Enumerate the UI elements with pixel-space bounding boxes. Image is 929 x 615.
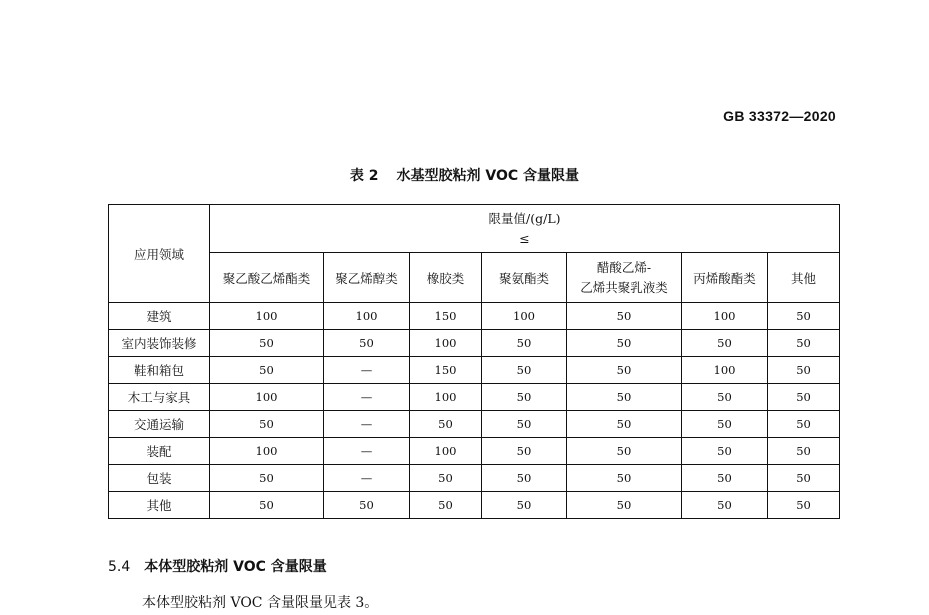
table-cell: — xyxy=(324,438,410,465)
table-cell: 50 xyxy=(682,465,768,492)
table-cell: — xyxy=(324,357,410,384)
table-cell: 50 xyxy=(210,330,324,357)
table-cell: 50 xyxy=(567,303,682,330)
table-cell: 100 xyxy=(482,303,567,330)
table-row xyxy=(109,303,840,330)
table-cell: — xyxy=(324,411,410,438)
column-header: 丙烯酸酯类 xyxy=(682,253,768,303)
table-cell: 50 xyxy=(567,438,682,465)
table-caption xyxy=(0,165,929,185)
table-cell: 50 xyxy=(482,438,567,465)
table-cell: 50 xyxy=(482,411,567,438)
table-cell: 50 xyxy=(482,465,567,492)
table-cell: 100 xyxy=(210,384,324,411)
table-cell: 100 xyxy=(210,438,324,465)
row-label: 装配 xyxy=(109,438,210,465)
column-header-two-line xyxy=(567,253,682,303)
table-cell: 50 xyxy=(682,492,768,519)
table-header-row xyxy=(109,205,840,253)
column-header: 聚氨酯类 xyxy=(482,253,567,303)
table-cell: — xyxy=(324,465,410,492)
column-header: 聚乙烯醇类 xyxy=(324,253,410,303)
column-header: 橡胶类 xyxy=(410,253,482,303)
table-cell: 50 xyxy=(410,465,482,492)
section-title: 本体型胶粘剂 VOC 含量限量 xyxy=(144,559,327,575)
section-heading xyxy=(108,556,327,576)
table-row xyxy=(109,492,840,519)
row-label: 交通运输 xyxy=(109,411,210,438)
table-cell: 100 xyxy=(210,303,324,330)
table-cell: 50 xyxy=(682,384,768,411)
table-cell: 50 xyxy=(768,303,840,330)
table-cell: 50 xyxy=(482,384,567,411)
row-label: 其他 xyxy=(109,492,210,519)
table-cell: 50 xyxy=(768,357,840,384)
row-label: 鞋和箱包 xyxy=(109,357,210,384)
table-cell: 100 xyxy=(410,384,482,411)
table-cell: 50 xyxy=(768,384,840,411)
table-subheader-row xyxy=(109,253,840,303)
table-cell: 50 xyxy=(482,330,567,357)
table-cell: 50 xyxy=(210,411,324,438)
table-row xyxy=(109,438,840,465)
table-caption-number: 表 2 xyxy=(349,168,379,184)
table-row xyxy=(109,411,840,438)
table-cell: 50 xyxy=(682,330,768,357)
table-row xyxy=(109,384,840,411)
table-cell: 50 xyxy=(567,411,682,438)
table-cell: 50 xyxy=(482,357,567,384)
standard-number: GB 33372—2020 xyxy=(723,108,836,124)
table-cell: 50 xyxy=(567,465,682,492)
table-cell: 50 xyxy=(768,330,840,357)
table-cell: 100 xyxy=(410,330,482,357)
table-cell: 50 xyxy=(567,384,682,411)
table-cell: 50 xyxy=(567,357,682,384)
table-cell: 150 xyxy=(410,357,482,384)
limit-header-label: 限量值/(g/L) xyxy=(488,210,561,226)
table-cell: 50 xyxy=(768,465,840,492)
column-header-line: 乙烯共聚乳液类 xyxy=(580,279,668,295)
table-cell: 150 xyxy=(410,303,482,330)
table-cell: 50 xyxy=(768,438,840,465)
table-cell: 50 xyxy=(768,492,840,519)
table-cell: 100 xyxy=(324,303,410,330)
limit-symbol: ≤ xyxy=(519,230,530,246)
table-cell: 100 xyxy=(682,303,768,330)
table-row xyxy=(109,465,840,492)
table-cell: 50 xyxy=(682,411,768,438)
table-row xyxy=(109,330,840,357)
table-cell: 50 xyxy=(210,465,324,492)
table-cell: 50 xyxy=(324,330,410,357)
table-body xyxy=(109,303,840,519)
section-number: 5.4 xyxy=(108,559,131,575)
table-cell: — xyxy=(324,384,410,411)
table-cell: 100 xyxy=(682,357,768,384)
row-label: 包装 xyxy=(109,465,210,492)
limit-header-cell xyxy=(210,205,840,253)
row-header-cell: 应用领域 xyxy=(109,205,210,303)
table-caption-title: 水基型胶粘剂 VOC 含量限量 xyxy=(396,168,580,184)
paragraph-text: 本体型胶粘剂 VOC 含量限量见表 3。 xyxy=(142,595,379,611)
column-header-line: 醋酸乙烯- xyxy=(596,259,652,275)
row-label: 木工与家具 xyxy=(109,384,210,411)
row-label: 室内装饰装修 xyxy=(109,330,210,357)
table-row xyxy=(109,357,840,384)
table-cell: 50 xyxy=(567,492,682,519)
row-label: 建筑 xyxy=(109,303,210,330)
voc-limit-table xyxy=(108,204,840,519)
table-cell: 50 xyxy=(210,492,324,519)
table-cell: 50 xyxy=(682,438,768,465)
table-cell: 50 xyxy=(324,492,410,519)
table-cell: 50 xyxy=(410,492,482,519)
table-cell: 50 xyxy=(567,330,682,357)
table-cell: 50 xyxy=(768,411,840,438)
table-cell: 100 xyxy=(410,438,482,465)
column-header: 其他 xyxy=(768,253,840,303)
table-cell: 50 xyxy=(482,492,567,519)
column-header: 聚乙酸乙烯酯类 xyxy=(210,253,324,303)
table-cell: 50 xyxy=(410,411,482,438)
table-cell: 50 xyxy=(210,357,324,384)
